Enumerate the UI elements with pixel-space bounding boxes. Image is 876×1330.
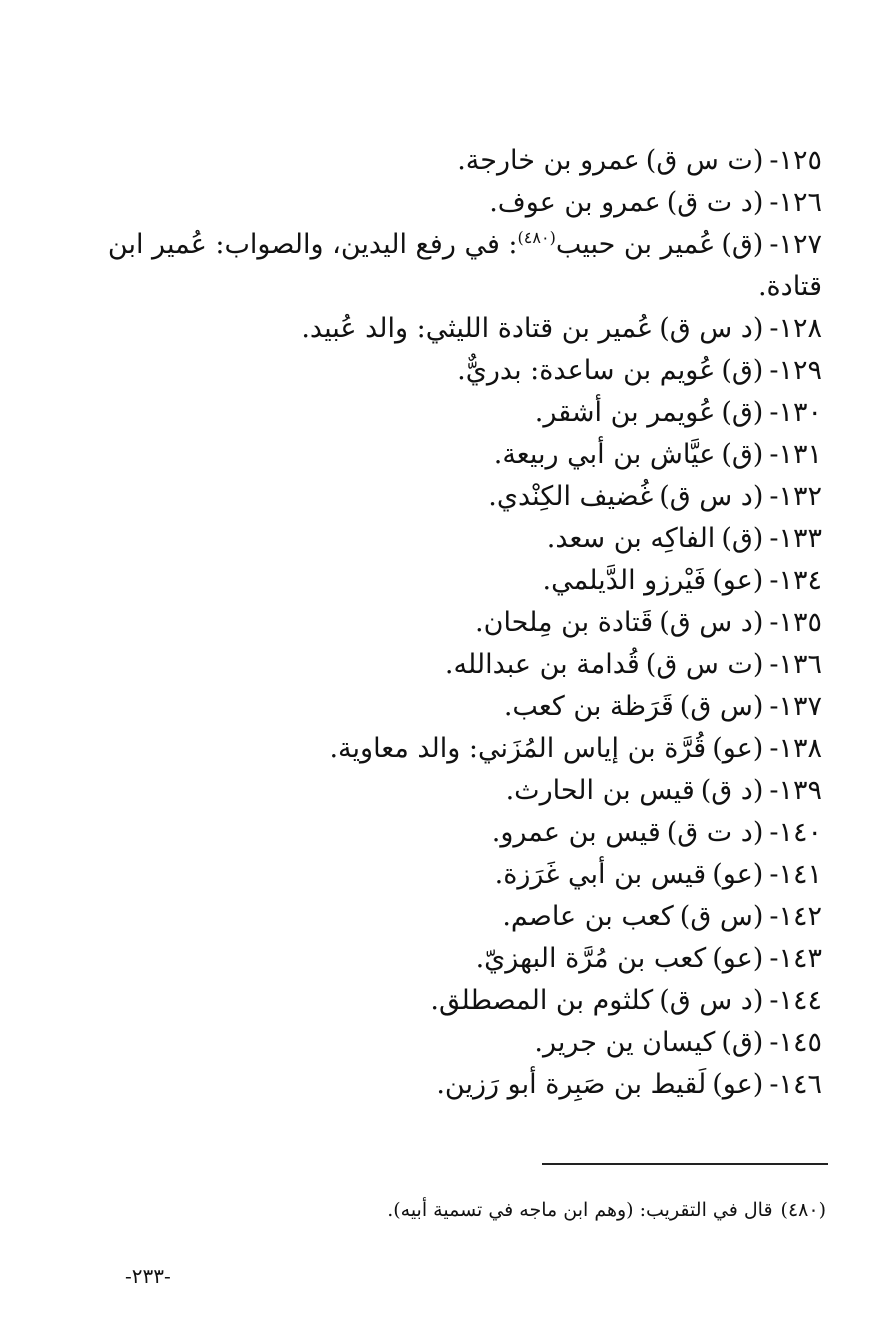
entry-code: (ق): [721, 397, 764, 428]
entry-137: [100, 686, 822, 728]
entry-138: [100, 728, 822, 770]
entry-145: [100, 1022, 822, 1064]
entry-code: (د س ق): [659, 313, 764, 344]
entry-number: ١٢٩-: [769, 355, 822, 386]
entry-140: [100, 812, 822, 854]
entry-code: (د س ق): [659, 607, 764, 638]
entry-text: كلثوم بن المصطلق.: [430, 985, 654, 1016]
entry-text: قُدامة بن عبدالله.: [444, 649, 640, 680]
entry-text-continued: : في رفع اليدين، والصواب: عُمير ابن قتادة.: [107, 229, 822, 302]
footnote-mark: (٤٨٠): [780, 1199, 826, 1221]
entry-146: [100, 1064, 822, 1106]
entry-code: (عو): [712, 859, 764, 890]
footnote-divider: [542, 1163, 828, 1165]
entry-number: ١٤٦-: [769, 1069, 822, 1100]
footnote-text: قال في التقريب: (وهم ابن ماجه في تسمية أبيه).: [387, 1199, 773, 1221]
entry-code: (س ق): [679, 901, 764, 932]
entry-code: (س ق): [679, 691, 764, 722]
entry-text: فَيْرزو الدَّيلمي.: [542, 565, 707, 596]
entry-number: ١٤١-: [769, 859, 822, 890]
entry-number: ١٢٨-: [769, 313, 822, 344]
entry-134: [100, 560, 822, 602]
entry-number: ١٢٥-: [769, 145, 822, 176]
footnote-reference[interactable]: (٤٨٠): [517, 228, 556, 247]
entry-text: الفاكِه بن سعد.: [546, 523, 716, 554]
entry-number: ١٣٩-: [769, 775, 822, 806]
entry-code: (د ق): [700, 775, 764, 806]
entry-text: كعب بن عاصم.: [502, 901, 674, 932]
page-number: -٢٣٣-: [125, 1264, 171, 1288]
footnote: [200, 1196, 826, 1224]
entry-code: (د س ق): [659, 481, 764, 512]
entry-text: قيس بن الحارث.: [505, 775, 695, 806]
entry-text: عُويمر بن أشقر.: [534, 397, 716, 428]
entry-number: ١٤٤-: [769, 985, 822, 1016]
entry-135: [100, 602, 822, 644]
entry-text: غُضيف الكِنْدي.: [488, 481, 654, 512]
entry-131: [100, 434, 822, 476]
entry-143: [100, 938, 822, 980]
entry-126: [100, 182, 822, 224]
entry-number: ١٣٥-: [769, 607, 822, 638]
entry-text: عمرو بن عوف.: [489, 187, 661, 218]
entry-code: (ق): [721, 229, 764, 260]
entry-code: (عو): [712, 565, 764, 596]
entry-144: [100, 980, 822, 1022]
entry-133: [100, 518, 822, 560]
entry-code: (ق): [721, 355, 764, 386]
entry-128: [100, 308, 822, 350]
entry-text: كعب بن مُرَّة البهزيّ.: [475, 943, 707, 974]
entry-number: ١٤٠-: [769, 817, 822, 848]
entry-text: قيس بن أبي غَرَزة.: [494, 859, 707, 890]
entry-code: (ق): [721, 1027, 764, 1058]
entry-text: قيس بن عمرو.: [491, 817, 661, 848]
entry-127: [100, 224, 822, 308]
entry-text: قَتادة بن مِلحان.: [475, 607, 654, 638]
entry-code: (ت س ق): [645, 649, 764, 680]
entry-number: ١٣٧-: [769, 691, 822, 722]
entry-129: [100, 350, 822, 392]
entry-text: عيَّاش بن أبي ربيعة.: [493, 439, 716, 470]
entry-code: (عو): [712, 1069, 764, 1100]
entry-139: [100, 770, 822, 812]
entry-text: عمرو بن خارجة.: [457, 145, 640, 176]
entry-text: كيسان ين جرير.: [534, 1027, 716, 1058]
entry-text: عُمير بن قتادة الليثي: والد عُبيد.: [301, 313, 654, 344]
entry-125: [100, 140, 822, 182]
entry-code: (د ت ق): [666, 817, 764, 848]
entry-text: قُرَّة بن إياس المُزَني: والد معاوية.: [329, 733, 707, 764]
entry-141: [100, 854, 822, 896]
entry-number: ١٣٦-: [769, 649, 822, 680]
entries-list: [100, 140, 822, 1106]
entry-code: (ق): [721, 439, 764, 470]
entry-code: (ت س ق): [645, 145, 764, 176]
entry-number: ١٣٤-: [769, 565, 822, 596]
entry-number: ١٤٣-: [769, 943, 822, 974]
entry-code: (عو): [712, 943, 764, 974]
entry-text: عُويم بن ساعدة: بدريٌّ.: [457, 355, 716, 386]
entry-number: ١٢٦-: [769, 187, 822, 218]
entry-code: (د س ق): [659, 985, 764, 1016]
entry-code: (عو): [712, 733, 764, 764]
entry-number: ١٤٥-: [769, 1027, 822, 1058]
entry-text: عُمير بن حبيب: [555, 229, 716, 260]
entry-text: لَقيط بن صَبِرة أبو رَزين.: [436, 1069, 707, 1100]
entry-number: ١٣٣-: [769, 523, 822, 554]
entry-number: ١٣٨-: [769, 733, 822, 764]
entry-136: [100, 644, 822, 686]
entry-number: ١٤٢-: [769, 901, 822, 932]
entry-code: (ق): [721, 523, 764, 554]
entry-text: قَرَظة بن كعب.: [503, 691, 674, 722]
entry-142: [100, 896, 822, 938]
entry-code: (د ت ق): [666, 187, 764, 218]
entry-number: ١٢٧-: [769, 229, 822, 260]
entry-number: ١٣١-: [769, 439, 822, 470]
entry-132: [100, 476, 822, 518]
entry-number: ١٣٢-: [769, 481, 822, 512]
entry-130: [100, 392, 822, 434]
entry-number: ١٣٠-: [769, 397, 822, 428]
